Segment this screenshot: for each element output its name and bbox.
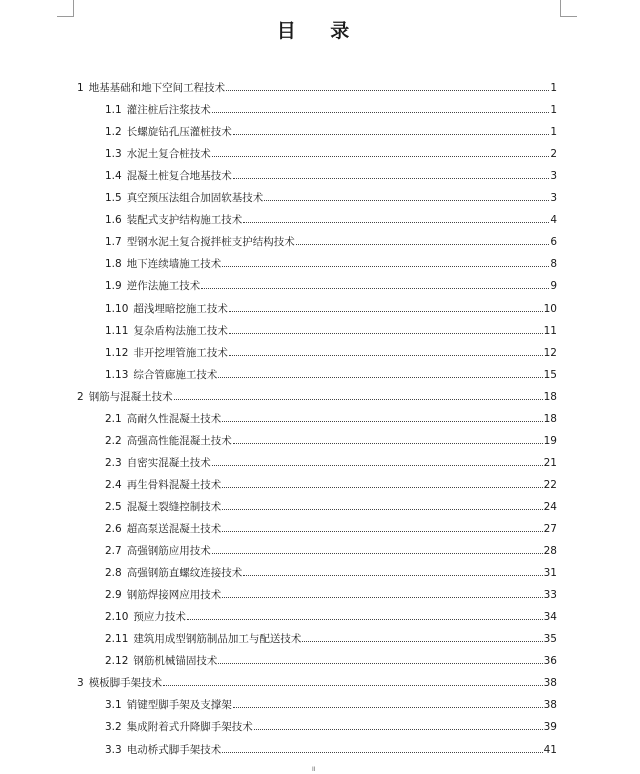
toc-entry[interactable] bbox=[105, 302, 557, 316]
toc-entry-label: 逆作法施工技术 bbox=[126, 280, 201, 293]
toc-entry-page-number: 21 bbox=[543, 456, 557, 469]
toc-entry-page-number: 6 bbox=[550, 236, 557, 249]
toc-entry-number: 1.12 bbox=[105, 346, 129, 359]
toc-leader-dots bbox=[174, 398, 543, 400]
toc-entry-label: 集成附着式升降脚手架技术 bbox=[126, 721, 253, 734]
toc-entry-label: 复杂盾构法施工技术 bbox=[133, 324, 228, 337]
toc-entry-label: 真空预压法组合加固软基技术 bbox=[126, 192, 264, 205]
toc-entry-page-number: 8 bbox=[550, 258, 557, 271]
toc-leader-dots bbox=[222, 751, 542, 753]
toc-entry-label: 高强钢筋应用技术 bbox=[126, 545, 211, 558]
toc-entry-number: 2.9 bbox=[105, 589, 122, 602]
toc-entry-label: 非开挖埋管施工技术 bbox=[133, 346, 228, 359]
toc-entry[interactable] bbox=[105, 588, 557, 602]
toc-entry-number: 1 bbox=[77, 82, 84, 94]
toc-entry-number: 2.6 bbox=[105, 523, 122, 535]
toc-leader-dots bbox=[218, 376, 542, 378]
toc-leader-dots bbox=[229, 332, 543, 334]
toc-entry-label: 再生骨料混凝土技术 bbox=[126, 478, 222, 491]
toc-entry-page-number: 10 bbox=[543, 302, 557, 315]
toc-entry-label: 混凝土桩复合地基技术 bbox=[126, 170, 232, 183]
toc-entry-label: 销键型脚手架及支撑架 bbox=[126, 699, 232, 712]
toc-entry-label: 超高泵送混凝土技术 bbox=[126, 523, 222, 535]
toc-entry[interactable] bbox=[105, 235, 557, 249]
toc-leader-dots bbox=[233, 706, 543, 708]
toc-entry[interactable] bbox=[105, 434, 557, 448]
toc-entry-page-number: 12 bbox=[543, 346, 557, 359]
toc-leader-dots bbox=[233, 442, 543, 444]
toc-entry-number: 1.3 bbox=[105, 148, 122, 161]
toc-leader-dots bbox=[222, 420, 542, 422]
toc-entry-number: 2.1 bbox=[105, 412, 122, 425]
toc-entry-number: 1.4 bbox=[105, 170, 122, 183]
toc-entry[interactable] bbox=[77, 390, 557, 404]
toc-leader-dots bbox=[243, 574, 542, 576]
toc-leader-dots bbox=[226, 89, 549, 91]
toc-entry-page-number: 15 bbox=[543, 368, 557, 381]
toc-entry[interactable] bbox=[105, 257, 557, 271]
toc-entry[interactable] bbox=[105, 522, 557, 536]
toc-entry-number: 2.11 bbox=[105, 633, 129, 646]
toc-entry-page-number: 34 bbox=[543, 611, 557, 624]
toc-leader-dots bbox=[212, 111, 550, 113]
toc-entry-number: 1.5 bbox=[105, 192, 122, 205]
toc-entry-page-number: 39 bbox=[543, 721, 557, 734]
toc-entry-label: 水泥土复合桩技术 bbox=[126, 148, 211, 161]
toc-entry[interactable] bbox=[105, 610, 557, 624]
toc-entry-page-number: 3 bbox=[550, 192, 557, 205]
toc-entry-label: 高强高性能混凝土技术 bbox=[126, 434, 232, 447]
toc-leader-dots bbox=[222, 530, 542, 532]
toc-entry[interactable] bbox=[105, 125, 557, 139]
toc-entry-page-number: 11 bbox=[543, 324, 557, 337]
crop-mark-top-right bbox=[560, 0, 577, 17]
toc-entry-page-number: 31 bbox=[543, 567, 557, 580]
toc-entry-number: 1.13 bbox=[105, 368, 129, 381]
toc-entry-number: 2.7 bbox=[105, 545, 122, 558]
toc-leader-dots bbox=[229, 310, 543, 312]
toc-entry-number: 2.2 bbox=[105, 434, 122, 447]
toc-entry-page-number: 33 bbox=[543, 589, 557, 602]
toc-entry-page-number: 41 bbox=[543, 743, 557, 756]
toc-entry[interactable] bbox=[105, 632, 557, 646]
page-title: 目 录 bbox=[276, 20, 364, 42]
toc-leader-dots bbox=[264, 199, 549, 201]
toc-entry[interactable] bbox=[105, 456, 557, 470]
toc-entry-number: 1.10 bbox=[105, 302, 129, 315]
toc-leader-dots bbox=[187, 618, 543, 620]
toc-entry[interactable] bbox=[105, 213, 557, 227]
toc-leader-dots bbox=[233, 177, 550, 179]
toc-entry-page-number: 35 bbox=[543, 633, 557, 646]
toc-entry-label: 灌注桩后注浆技术 bbox=[126, 104, 211, 117]
toc-entry-page-number: 3 bbox=[550, 170, 557, 183]
toc-entry-page-number: 24 bbox=[543, 500, 557, 513]
toc-entry[interactable] bbox=[105, 544, 557, 558]
toc-entry-number: 1.6 bbox=[105, 214, 122, 227]
toc-entry-page-number: 1 bbox=[550, 82, 557, 94]
toc-entry-page-number: 38 bbox=[543, 699, 557, 712]
toc-entry[interactable] bbox=[105, 654, 557, 668]
toc-entry-label: 综合管廊施工技术 bbox=[133, 368, 218, 381]
toc-entry-number: 3.2 bbox=[105, 721, 122, 734]
toc-entry-page-number: 9 bbox=[550, 280, 557, 293]
toc-entry-number: 2.8 bbox=[105, 567, 122, 580]
crop-mark-top-left bbox=[57, 0, 74, 17]
toc-entry-page-number: 19 bbox=[543, 434, 557, 447]
toc-entry[interactable] bbox=[105, 500, 557, 514]
toc-entry-number: 1.9 bbox=[105, 280, 122, 293]
toc-entry-page-number: 1 bbox=[550, 126, 557, 139]
toc-leader-dots bbox=[222, 486, 542, 488]
toc-entry-label: 装配式支护结构施工技术 bbox=[126, 214, 243, 227]
toc-entry-page-number: 27 bbox=[543, 523, 557, 535]
toc-leader-dots bbox=[201, 287, 549, 289]
toc-leader-dots bbox=[222, 508, 542, 510]
toc-leader-dots bbox=[296, 243, 550, 245]
toc-entry-number: 2 bbox=[77, 390, 84, 403]
toc-entry-label: 型钢水泥土复合搅拌桩支护结构技术 bbox=[126, 236, 295, 249]
toc-entry-label: 高耐久性混凝土技术 bbox=[126, 412, 222, 425]
toc-entry-label: 地基基础和地下空间工程技术 bbox=[88, 82, 226, 94]
toc-entry-number: 2.5 bbox=[105, 500, 122, 513]
toc-entry-number: 1.8 bbox=[105, 258, 122, 271]
toc-entry[interactable] bbox=[105, 412, 557, 426]
toc-leader-dots bbox=[222, 596, 542, 598]
toc-entry-label: 钢筋焊接网应用技术 bbox=[126, 589, 222, 602]
toc-entry[interactable] bbox=[77, 81, 557, 95]
toc-entry-page-number: 1 bbox=[550, 104, 557, 117]
toc-entry-label: 模板脚手架技术 bbox=[88, 677, 163, 690]
toc-entry-label: 地下连续墙施工技术 bbox=[126, 258, 222, 271]
toc-leader-dots bbox=[212, 155, 550, 157]
toc-entry-page-number: 36 bbox=[543, 655, 557, 668]
toc-leader-dots bbox=[243, 221, 549, 223]
toc-entry[interactable] bbox=[105, 698, 557, 712]
toc-leader-dots bbox=[254, 728, 543, 730]
toc-entry[interactable] bbox=[105, 169, 557, 183]
toc-entry-number: 3.1 bbox=[105, 699, 122, 712]
toc-entry-page-number: 22 bbox=[543, 478, 557, 491]
toc-entry[interactable] bbox=[105, 147, 557, 161]
toc-entry-number: 2.10 bbox=[105, 611, 129, 624]
toc-entry-label: 钢筋与混凝土技术 bbox=[88, 390, 173, 403]
toc-entry-number: 3 bbox=[77, 677, 84, 690]
toc-entry[interactable] bbox=[105, 566, 557, 580]
toc-entry-label: 建筑用成型钢筋制品加工与配送技术 bbox=[133, 633, 302, 646]
toc-entry[interactable] bbox=[105, 368, 557, 382]
toc-entry-label: 长螺旋钻孔压灌桩技术 bbox=[126, 126, 232, 139]
toc-leader-dots bbox=[163, 684, 542, 686]
toc-entry-page-number: 4 bbox=[550, 214, 557, 227]
toc-entry[interactable] bbox=[105, 324, 557, 338]
toc-entry[interactable] bbox=[105, 346, 557, 360]
toc-entry-number: 1.1 bbox=[105, 104, 122, 117]
toc-leader-dots bbox=[229, 354, 543, 356]
toc-entry[interactable] bbox=[105, 191, 557, 205]
toc-leader-dots bbox=[212, 552, 543, 554]
toc-entry[interactable] bbox=[105, 743, 557, 757]
toc-entry-page-number: 2 bbox=[550, 148, 557, 161]
toc-entry-number: 2.12 bbox=[105, 655, 129, 668]
toc-entry-page-number: 28 bbox=[543, 545, 557, 558]
toc-entry-label: 电动桥式脚手架技术 bbox=[126, 743, 222, 756]
toc-entry-label: 钢筋机械锚固技术 bbox=[133, 655, 218, 668]
toc-leader-dots bbox=[212, 464, 543, 466]
toc-entry-label: 自密实混凝土技术 bbox=[126, 456, 211, 469]
toc-entry-label: 混凝土裂缝控制技术 bbox=[126, 500, 222, 513]
toc-entry-label: 高强钢筋直螺纹连接技术 bbox=[126, 567, 243, 580]
toc-leader-dots bbox=[233, 133, 550, 135]
toc-entry-page-number: 38 bbox=[543, 677, 557, 690]
toc-entry-number: 2.4 bbox=[105, 478, 122, 491]
toc-entry-number: 2.3 bbox=[105, 456, 122, 469]
toc-leader-dots bbox=[222, 265, 549, 267]
toc-entry-label: 超浅埋暗挖施工技术 bbox=[133, 302, 228, 315]
toc-leader-dots bbox=[302, 640, 542, 642]
toc-entry[interactable] bbox=[77, 676, 557, 690]
toc-entry-page-number: 18 bbox=[543, 412, 557, 425]
toc-entry-page-number: 18 bbox=[543, 390, 557, 403]
toc-leader-dots bbox=[218, 662, 542, 664]
toc-entry-number: 1.7 bbox=[105, 236, 122, 249]
toc-entry-number: 1.2 bbox=[105, 126, 122, 139]
page-footer: II bbox=[312, 766, 316, 773]
toc-entry-number: 3.3 bbox=[105, 743, 122, 756]
toc-entry[interactable] bbox=[105, 720, 557, 734]
toc-entry-label: 预应力技术 bbox=[133, 611, 186, 624]
toc-entry[interactable] bbox=[105, 279, 557, 293]
toc-entry[interactable] bbox=[105, 103, 557, 117]
toc-entry-number: 1.11 bbox=[105, 324, 129, 337]
toc-entry[interactable] bbox=[105, 478, 557, 492]
